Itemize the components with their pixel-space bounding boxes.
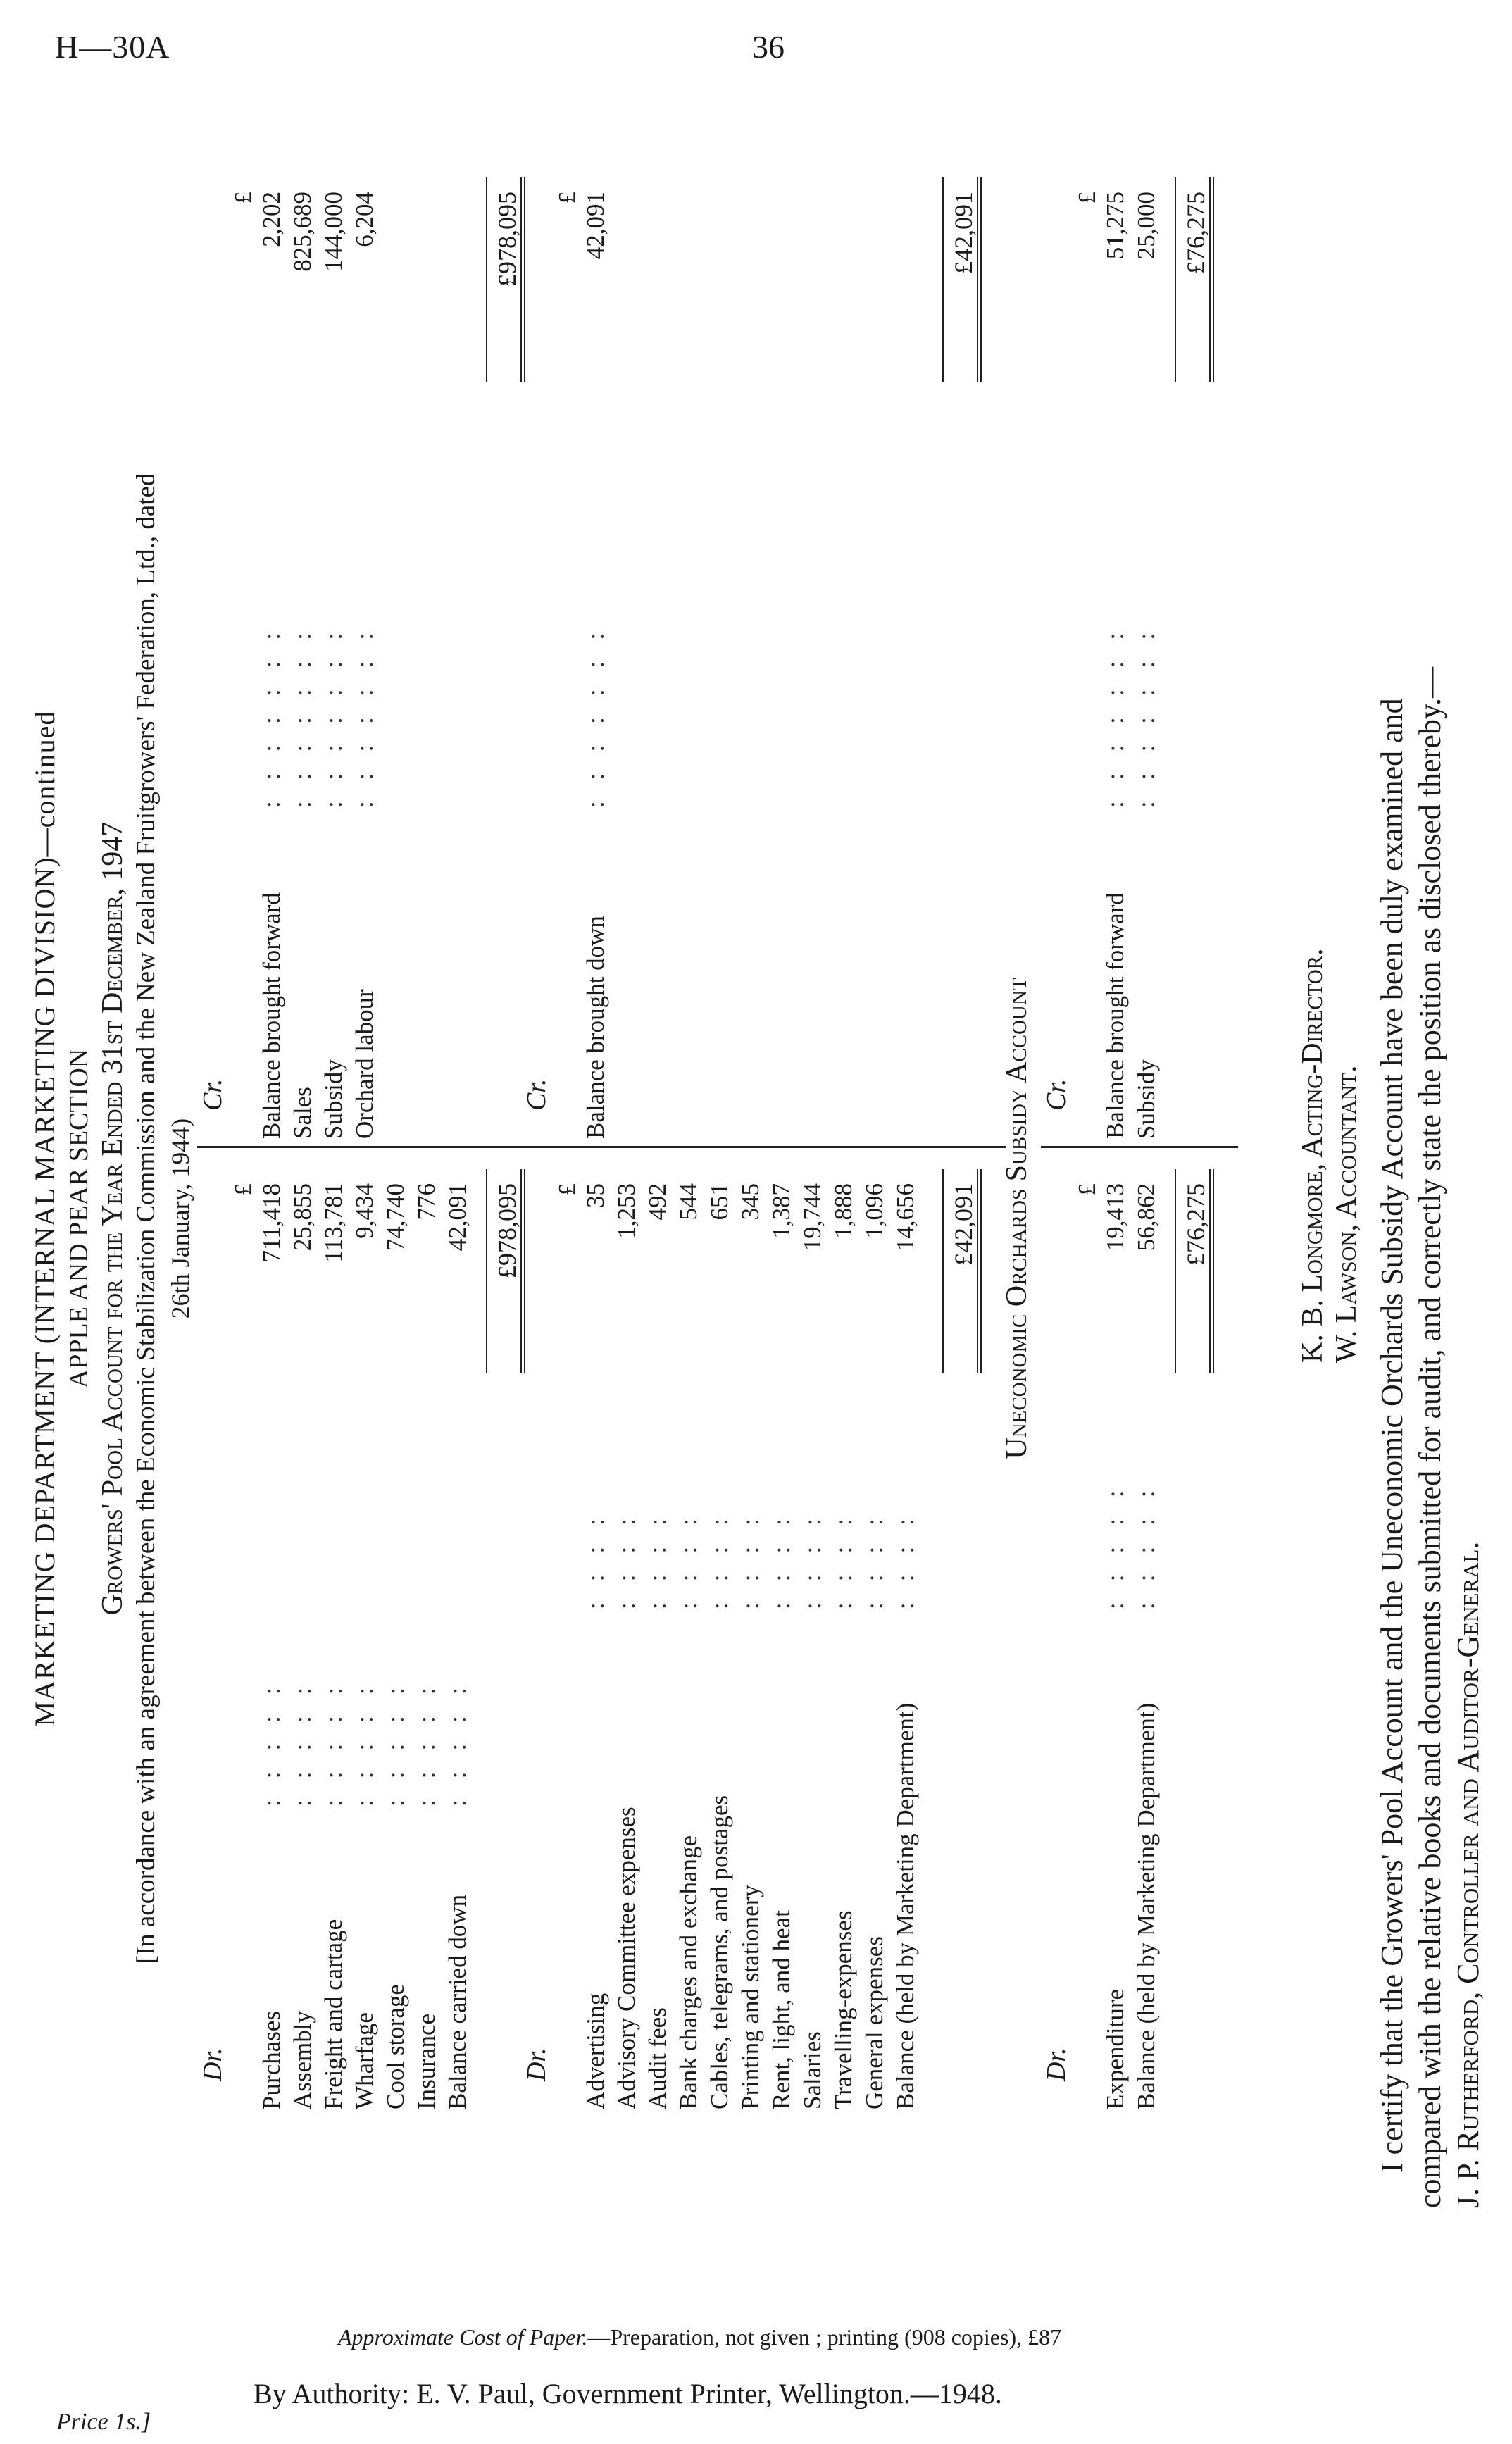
currency-symbol: £ bbox=[554, 1183, 581, 1196]
dr-label: Dr. bbox=[522, 2047, 551, 2081]
table-row: Travelling-expenses :::: 1,888 bbox=[830, 1183, 857, 2109]
table-row: Insurance ::::: 776 bbox=[413, 1183, 440, 2109]
table-row: Cables, telegrams, and postages :::: 651 bbox=[706, 1183, 733, 2109]
table-row: Wharfage ::::: 9,434 bbox=[351, 1183, 378, 2109]
table-row: Rent, light, and heat :::: 1,387 bbox=[768, 1183, 795, 2109]
page-reference: H—30A bbox=[55, 29, 170, 65]
table-row: Balance brought forward ::::::: 2,202 bbox=[258, 192, 285, 1139]
balance-cr-total: £42,091 bbox=[942, 177, 982, 382]
pool-account bbox=[197, 180, 521, 2116]
price: Price 1s.] bbox=[56, 2409, 151, 2435]
table-row: Subsidy ::::::: 144,000 bbox=[320, 192, 347, 1139]
pool-cr-total: £978,095 bbox=[486, 177, 525, 382]
currency-symbol: £ bbox=[230, 192, 257, 204]
audit-certificate bbox=[1373, 180, 1487, 2208]
table-row: Purchases ::::: 711,418 bbox=[258, 1183, 285, 2109]
table-row: Printing and stationery :::: 345 bbox=[737, 1183, 764, 2109]
currency-symbol: £ bbox=[554, 192, 581, 204]
balance-dr-total: £42,091 bbox=[942, 1169, 982, 1373]
heading-date: 26th January, 1944) bbox=[166, 1118, 194, 1319]
report-heading bbox=[28, 144, 197, 2293]
page-header bbox=[55, 28, 1463, 85]
table-row: Assembly ::::: 25,855 bbox=[289, 1183, 316, 2109]
subsidy-dr-total: £76,275 bbox=[1175, 1169, 1214, 1373]
rotated-content bbox=[28, 144, 1486, 2293]
currency-symbol: £ bbox=[1073, 192, 1101, 204]
currency-symbol: £ bbox=[1073, 1183, 1101, 1196]
subsidy-account-dr bbox=[1041, 1169, 1238, 2116]
pool-account-dr bbox=[197, 1169, 549, 2116]
table-row: Orchard labour ::::::: 6,204 bbox=[351, 192, 378, 1139]
balance-dr-rows bbox=[580, 1169, 921, 2116]
table-row: Bank charges and exchange :::: 544 bbox=[675, 1183, 702, 2109]
table-row: Balance brought forward ::::::: 51,275 bbox=[1101, 192, 1129, 1139]
heading-department: MARKETING DEPARTMENT (INTERNAL MARKETING DIVISION)—continued bbox=[29, 710, 61, 1727]
table-row: Advisory Committee expenses :::: 1,253 bbox=[613, 1183, 640, 2109]
heading-account-title: Growers' Pool Account for the Year Ended 31st December, 1947 bbox=[96, 821, 129, 1616]
certificate-line-1: I certify that the Growers' Pool Account and the Uneconomic Orchards Subsidy Account have been duly examined and bbox=[1375, 698, 1409, 2173]
table-row: Cool storage ::::: 74,740 bbox=[382, 1183, 409, 2109]
table-row: Subsidy ::::::: 25,000 bbox=[1132, 192, 1160, 1139]
currency-symbol: £ bbox=[230, 1183, 257, 1196]
dr-label: Dr. bbox=[198, 2047, 227, 2081]
heading-section: APPLE AND PEAR SECTION bbox=[64, 1048, 94, 1389]
cost-text: —Preparation, not given ; printing (908 copies), £87 bbox=[587, 2324, 1062, 2350]
table-row: General expenses :::: 1,096 bbox=[861, 1183, 888, 2109]
page-number: 36 bbox=[752, 29, 785, 65]
cr-label: Cr. bbox=[198, 1078, 227, 1111]
pool-dr-rows bbox=[256, 1169, 473, 2116]
subsidy-dr-rows bbox=[1100, 1169, 1162, 2116]
balance-account bbox=[521, 180, 986, 2116]
signatory-accountant: W. Lawson, Accountant. bbox=[1330, 1065, 1363, 1363]
table-row: Balance carried down ::::: 42,091 bbox=[444, 1183, 471, 2109]
cr-label: Cr. bbox=[1042, 1078, 1071, 1111]
certificate-line-2: compared with the relative books and documents submitted for audit, and correctly state the position as disclosed thereby.— bbox=[1413, 666, 1447, 2208]
heading-agreement: [In accordance with an agreement between the Economic Stabilization Commission and the New Zealand Fruitgrowers' Federation, Ltd., dated bbox=[132, 473, 161, 1964]
table-row: Audit fees :::: 492 bbox=[644, 1183, 671, 2109]
signatory-director: K. B. Longmore, Acting-Director. bbox=[1297, 948, 1329, 1363]
table-row: Balance (held by Marketing Department) :::: 14,656 bbox=[892, 1183, 919, 2109]
table-row: Balance (held by Marketing Department) ::::: 56,862 bbox=[1132, 1183, 1160, 2109]
table-row: Expenditure ::::: 19,413 bbox=[1101, 1183, 1129, 2109]
subsidy-account-cr bbox=[1041, 177, 1238, 1148]
signatories bbox=[1296, 948, 1363, 1363]
table-row: Salaries :::: 19,744 bbox=[799, 1183, 826, 2109]
dr-label: Dr. bbox=[1042, 2047, 1071, 2081]
authority-line: By Authority: E. V. Paul, Government Printer, Wellington.—1948. bbox=[254, 2378, 1002, 2409]
certificate-line-3: J. P. Rutherford, Controller and Auditor-General. bbox=[1451, 1541, 1485, 2208]
cost-of-paper bbox=[338, 2324, 1061, 2350]
pool-account-cr bbox=[197, 177, 549, 1148]
subsidy-account bbox=[1041, 180, 1224, 2116]
pool-cr-rows bbox=[256, 177, 380, 1146]
balance-cr-rows bbox=[580, 177, 611, 1146]
balance-account-cr bbox=[521, 177, 1006, 1148]
table-row: Freight and cartage ::::: 113,781 bbox=[320, 1183, 347, 2109]
subsidy-cr-total: £76,275 bbox=[1175, 177, 1214, 382]
subsidy-cr-rows bbox=[1100, 177, 1162, 1146]
table-row: Sales ::::::: 825,689 bbox=[289, 192, 316, 1139]
table-row: Balance brought down ::::::: 42,091 bbox=[582, 192, 609, 1139]
balance-account-dr bbox=[521, 1169, 1006, 2116]
cost-label: Approximate Cost of Paper. bbox=[338, 2324, 588, 2350]
table-row: Advertising :::: 35 bbox=[582, 1183, 609, 2109]
pool-dr-total: £978,095 bbox=[486, 1169, 525, 1373]
subsidy-account-title: Uneconomic Orchards Subsidy Account bbox=[1001, 978, 1033, 1459]
cr-label: Cr. bbox=[522, 1078, 551, 1111]
